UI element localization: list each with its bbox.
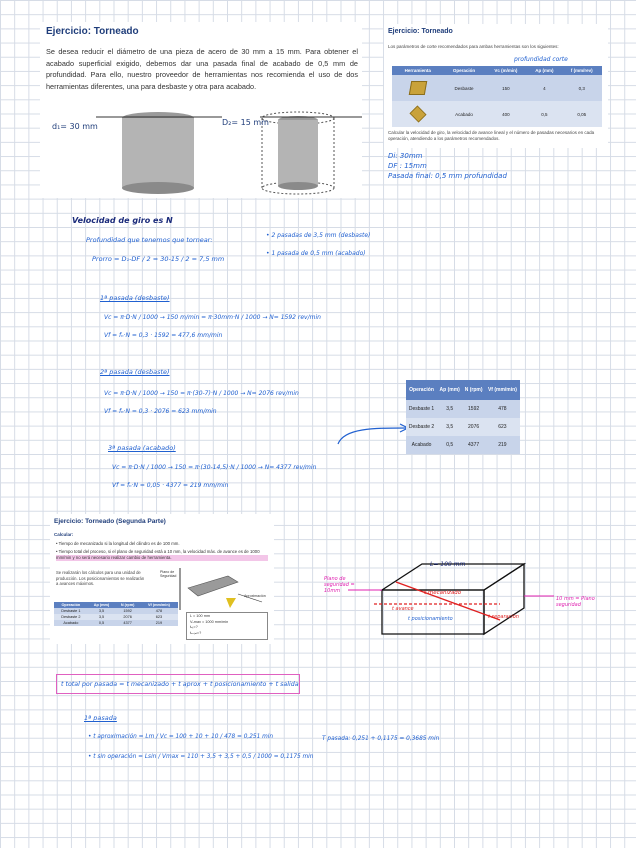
pasada2-a: Vc = π·D·N / 1000 → 150 = π·(30-7)·N / 1000 → N= 2076 rev/min xyxy=(104,390,299,397)
pasada3-b: Vf = fₙ·N = 0,05 · 4377 = 219 mm/min xyxy=(112,482,229,489)
row-f: 0,3 xyxy=(562,75,602,101)
card3-title: Ejercicio: Torneado (Segunda Parte) xyxy=(54,518,166,525)
tool-insert-icon xyxy=(392,75,443,101)
cell: 623 xyxy=(485,418,520,436)
notes-side2: • 1 pasada de 0,5 mm (acabado) xyxy=(266,250,366,257)
card2-title: Ejercicio: Torneado xyxy=(388,28,453,35)
th-n: N (rpm) xyxy=(462,380,484,400)
th-f: f (mm/rev) xyxy=(562,66,602,75)
row-ap: 0,5 xyxy=(527,101,561,127)
handwritten-profundidad: profundidad corte xyxy=(514,56,568,63)
notes-line1: Profundidad que tenemos que tornear: xyxy=(86,236,213,244)
row-op: Acabado xyxy=(443,101,484,127)
note-pasada-final: Pasada final: 0,5 mm profundidad xyxy=(388,172,507,180)
notes2-l1: • t aproximación = Lm / Vc = 100 + 10 + 10 / 478 = 0,251 min xyxy=(88,734,274,740)
cell: 0,5 xyxy=(88,620,116,626)
card2-intro: Los parámetros de corte recomendados para ambas herramientas son los siguientes: xyxy=(388,44,559,49)
cell: 2076 xyxy=(115,614,140,620)
exercise-card-1 xyxy=(40,22,362,198)
formula-box: t total por pasada = t mecanizado + t aprox + t posicionamiento + t salida xyxy=(56,674,300,694)
card3-side: Se realizarán los cálculos para una unidad de producción. Los posicionamientos se realizarán a avances máximos. xyxy=(56,570,145,587)
notes2-right: T pasada: 0,251 + 0,1175 = 0,3685 min xyxy=(322,736,440,742)
th-herramienta: Herramienta xyxy=(392,66,443,75)
tool-insert-icon xyxy=(392,101,443,127)
card3-b1: • Tiempo de mecanizado si la longitud del cilindro es de 100 mm. xyxy=(56,541,180,546)
card3-b2: • Tiempo total del proceso, si el plano de seguridad está a 10 mm, la velocidad máx. de avance es de 1000 mm/min y no será necesario realizar cambio de herramienta. xyxy=(56,549,268,561)
th: N (rpm) xyxy=(115,602,140,608)
cell: 478 xyxy=(140,608,178,614)
d2-label: D₂= 15 mm xyxy=(222,118,269,127)
notes-side1: • 2 pasadas de 3,5 mm (desbaste) xyxy=(266,232,371,239)
cell: 219 xyxy=(485,436,520,454)
box-t2: tₓₒₜₐₗ=? xyxy=(190,630,202,635)
cell: 1592 xyxy=(115,608,140,614)
cell: 4377 xyxy=(115,620,140,626)
arrow-to-table-icon xyxy=(334,414,414,454)
row-vc: 150 xyxy=(485,75,528,101)
cell: 478 xyxy=(485,400,520,418)
notes-heading: Velocidad de giro es N xyxy=(72,216,173,225)
aprox-label: Aproximación xyxy=(244,594,266,598)
cell: Desbaste 1 xyxy=(54,608,88,614)
sketch-mark1: t avance xyxy=(392,606,414,612)
pasada1-title: 1ª pasada (desbaste) xyxy=(100,294,170,302)
cell: 1592 xyxy=(462,400,484,418)
box-v: Vₓmax = 1000 mm/min xyxy=(190,619,229,624)
cell: 4377 xyxy=(462,436,484,454)
cell: 219 xyxy=(140,620,178,626)
th-ap: Ap (mm) xyxy=(527,66,561,75)
cell: 623 xyxy=(140,614,178,620)
machining-sketch xyxy=(324,560,574,650)
sketch-right: 10 mm = Plano seguridad xyxy=(556,596,595,608)
notes-line2: Prorro = D₁-DF / 2 = 30-15 / 2 = 7,5 mm xyxy=(92,255,225,263)
th-vf: Vf (mm/min) xyxy=(485,380,520,400)
cell: 2076 xyxy=(462,418,484,436)
cell: Acabado xyxy=(54,620,88,626)
notes2-l2: • t sin operación = Lsin / Vmax = 110 + 3,5 + 3,5 + 0,5 / 1000 = 0,1175 min xyxy=(88,754,314,760)
card1-title: Ejercicio: Torneado xyxy=(46,26,139,37)
cell: Desbaste 2 xyxy=(406,418,437,436)
sketch-red-label: t mecanizado xyxy=(424,590,462,596)
th: Ap (mm) xyxy=(88,602,116,608)
cell: 0,5 xyxy=(437,436,462,454)
cell: Desbaste 2 xyxy=(54,614,88,620)
cell: 3,5 xyxy=(437,400,462,418)
row-op: Desbaste xyxy=(443,75,484,101)
results-table xyxy=(406,380,520,454)
sketch-left: Plano de seguridad = 10mm xyxy=(324,576,355,594)
pasada3-title: 3ª pasada (acabado) xyxy=(108,444,176,452)
note-df: DF : 15mm xyxy=(388,162,427,170)
card3-calc: Calcular: xyxy=(54,532,74,537)
cell: Desbaste 1 xyxy=(406,400,437,418)
pasada2-b: Vf = fₙ·N = 0,3 · 2076 = 623 mm/min xyxy=(104,408,217,415)
cell: 3,5 xyxy=(437,418,462,436)
th-vc: Vc (m/min) xyxy=(485,66,528,75)
exercise-card-2 xyxy=(384,24,608,148)
th-operacion: Operación xyxy=(406,380,437,400)
notes2-title: 1ª pasada xyxy=(84,714,117,722)
pasada2-title: 2ª pasada (desbaste) xyxy=(100,368,170,376)
sketch-mark2: t posicionamiento xyxy=(408,616,453,622)
sketch-length: L= 100 mm xyxy=(430,561,466,568)
pasada1-b: Vf = fₙ·N = 0,3 · 1592 = 477,6 mm/min xyxy=(104,332,223,339)
row-f: 0,05 xyxy=(562,101,602,127)
card2-calc: Calcular la velocidad de giro, la velocidad de avance lineal y el número de pasadas necesarios en cada operación, atendiendo a los parámetros recomendados. xyxy=(388,130,595,141)
row-ap: 4 xyxy=(527,75,561,101)
note-di: Di: 30mm xyxy=(388,152,423,160)
cell: 3,5 xyxy=(88,614,116,620)
plano-label: Plano de Seguridad xyxy=(160,570,177,578)
exercise-card-3 xyxy=(50,514,274,644)
sketch-mark3: t separación xyxy=(488,614,519,620)
th: Operación xyxy=(54,602,88,608)
pasada1-a: Vc = π·D·N / 1000 → 150 m/min = π·30mm·N / 1000 → N= 1592 rev/min xyxy=(104,314,321,321)
card3-table xyxy=(54,602,178,626)
box-l: L = 100 mm xyxy=(190,614,211,618)
pasada3-a: Vc = π·D·N / 1000 → 150 = π·(30-14,5)·N / 1000 → N= 4377 rev/min xyxy=(112,464,317,471)
th: Vf (mm/min) xyxy=(140,602,178,608)
card3-infobox xyxy=(186,612,268,640)
d1-label: d₁= 30 mm xyxy=(52,122,98,131)
cell: Acabado xyxy=(406,436,437,454)
th-operacion: Operación xyxy=(443,66,484,75)
row-vc: 400 xyxy=(485,101,528,127)
cell: 3,5 xyxy=(88,608,116,614)
params-table xyxy=(392,66,602,127)
th-ap: Ap (mm) xyxy=(437,380,462,400)
box-t1: tₓₜ=? xyxy=(190,625,198,629)
card1-body: Se desea reducir el diámetro de una pieza de acero de 30 mm a 15 mm. Para obtener el acabado superficial exigido, debemos dar una pasada final de acabado de 0,5 mm de profundidad. Para ello, nuestro proveedor de herramientas nos recomienda el uso de dos herramientas diferentes, una para desbaste y otra para acabado. xyxy=(46,47,358,91)
